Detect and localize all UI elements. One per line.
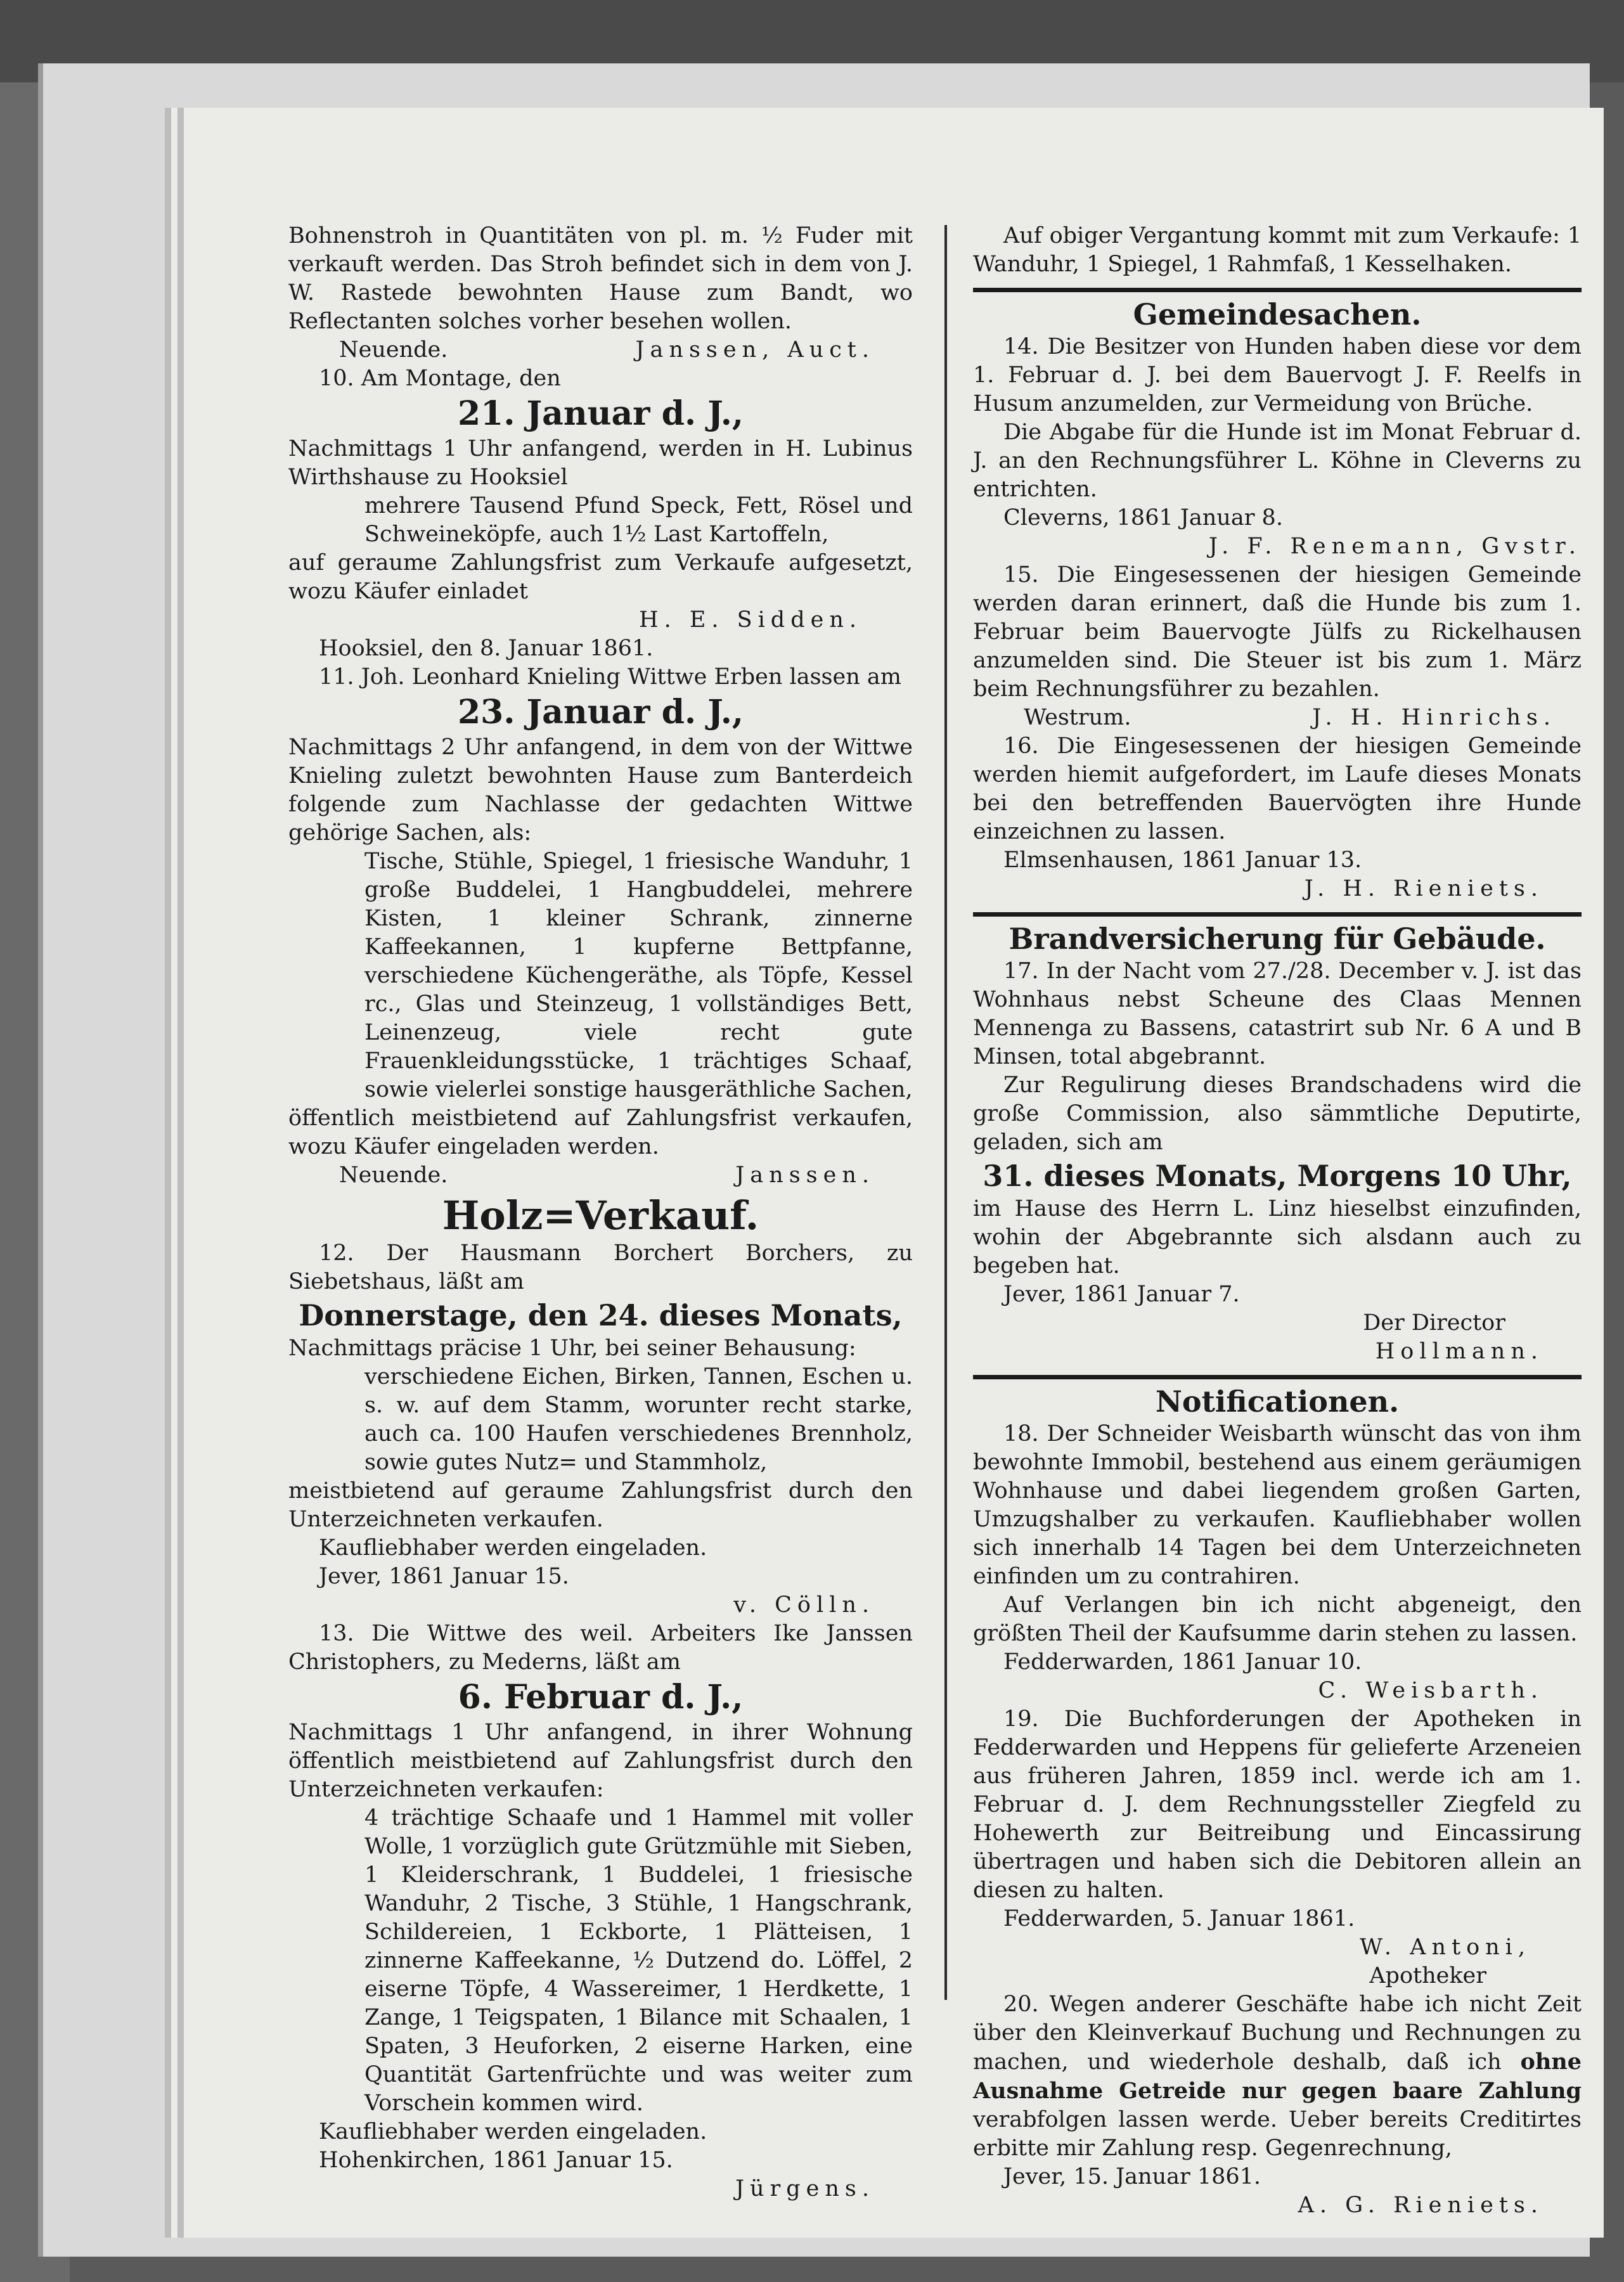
signature: J. H. Hinrichs.	[1312, 705, 1556, 730]
holz-verkauf-heading: Holz=Verkauf.	[442, 1192, 759, 1239]
notice-11-date: 23. Januar d. J.,	[457, 693, 744, 732]
notice-19-title: Apotheker	[1369, 1963, 1486, 1989]
notice-17-summons: Zur Regulirung dieses Brandschadens wird die große Commission, also sämmtliche Deputirte, geladen, sich am	[973, 1073, 1582, 1155]
notice-19: 19. Die Buchforderungen der Apotheken in Fedderwarden und Heppens für gelieferte Arzeneien aus früheren Jahren, 1859 incl. werde ich am 1. Februar d. J. dem Rechnungssteller Ziegfeld zu Hohewerth zur Beitreibung und Eincassirung übertragen und haben sich die Debitoren allein an diesen zu halten.	[973, 1706, 1582, 1903]
notice-9-tail: Bohnenstroh in Quantitäten von pl. m. ½ Fuder mit verkauft werden. Das Stroh befindet sich in dem von J. W. Rastede bewohnten Hause zum Bandt, wo Reflectanten solches vorher besehen wollen.	[288, 223, 913, 334]
notice-13-addendum: Auf obiger Vergantung kommt mit zum Verkaufe: 1 Wanduhr, 1 Spiegel, 1 Rahmfaß, 1 Kesselhaken.	[973, 223, 1582, 277]
notice-10-dateline: Hooksiel, den 8. Januar 1861.	[319, 636, 654, 661]
notice-12-date: Donnerstage, den 24. dieses Monats,	[299, 1298, 903, 1332]
notice-13-body: Nachmittags 1 Uhr anfangend, in ihrer Wohnung öffentlich meistbietend auf Zahlungsfrist durch den Unterzeichneten verkaufen:	[288, 1720, 913, 1802]
right-column	[973, 222, 1582, 2220]
notice-12-intro: 12. Der Hausmann Borchert Borchers, zu Siebetshaus, läßt am	[288, 1241, 913, 1294]
notice-20-text: 20. Wegen anderer Geschäfte habe ich nicht Zeit über den Kleinverkauf Buchung und Rechnungen zu machen, und wiederhole deshalb, daß ich	[973, 1992, 1582, 2075]
notice-13-signature: Jürgens.	[735, 2176, 875, 2201]
notice-16-signature: J. H. Rieniets.	[1304, 876, 1543, 901]
notice-15-footer	[973, 704, 1582, 732]
notice-11-items: Tische, Stühle, Spiegel, 1 friesische Wanduhr, 1 große Buddelei, 1 Hangbuddelei, mehrere Kisten, 1 kleiner Schrank, zinnerne Kaffeekannen, 1 kupferne Bettpfanne, verschiedene Küchengeräthe, als Töpfe, Kessel rc., Glas und Steinzeug, 1 vollständiges Bett, Leinenzeug, viele recht gute Frauenkleidungsstücke, 1 trächtiges Schaaf, sowie vielerlei sonstige hausgeräthliche Sachen,	[364, 849, 913, 1102]
notice-13-dateline: Hohenkirchen, 1861 Januar 15.	[319, 2148, 673, 2173]
notificationen-heading: Notificationen.	[973, 1375, 1582, 1420]
notice-18: 18. Der Schneider Weisbarth wünscht das von ihm bewohnte Immobil, bestehend aus einem geräumigen Wohnhause und dabei liegendem großen Garten, Umzugshalber zu verkaufen. Kaufliebhaber wollen sich innerhalb 14 Tagen bei dem Unterzeichneten einfinden um zu contrahiren.	[973, 1421, 1582, 1589]
notice-10-intro: 10. Am Montage, den	[319, 366, 561, 391]
notice-14: 14. Die Besitzer von Hunden haben diese vor dem 1. Februar d. J. bei dem Bauervogt J. F. Reelfs in Husum anzumelden, zur Vermeidung von Brüche.	[973, 334, 1582, 416]
notice-10-body: Nachmittags 1 Uhr anfangend, werden in H. Lubinus Wirthshause zu Hooksiel	[288, 436, 913, 490]
notice-17-place: im Hause des Herrn L. Linz hieselbst einzufinden, wohin der Abgebrannte sich alsdann auch zu begeben hat.	[973, 1196, 1582, 1279]
notice-12-body: Nachmittags präcise 1 Uhr, bei seiner Behausung:	[288, 1336, 856, 1361]
brandversicherung-heading: Brandversicherung für Gebäude.	[973, 912, 1582, 957]
place: Westrum.	[1024, 705, 1131, 730]
notice-11-end: öffentlich meistbietend auf Zahlungsfrist verkaufen, wozu Käufer eingeladen werden.	[288, 1106, 913, 1159]
notice-17: 17. In der Nacht vom 27./28. December v. J. ist das Wohnhaus nebst Scheune des Claas Mennen Mennenga zu Bassens, catastrirt sub Nr. 6 A und B Minsen, total abgebrannt.	[973, 958, 1582, 1069]
notice-10-signature: H. E. Sidden.	[639, 607, 862, 633]
notice-15: 15. Die Eingesessenen der hiesigen Gemeinde werden daran erinnert, daß die Hunde bis zum 1. Februar beim Bauervogte Jülfs zu Rickelhausen anzumelden sind. Die Steuer ist bis zum 1. März beim Rechnungsführer zu bezahlen.	[973, 562, 1582, 702]
column-divider	[944, 225, 947, 2000]
notice-13-invite: Kaufliebhaber werden eingeladen.	[319, 2119, 707, 2144]
notice-10-end: auf geraume Zahlungsfrist zum Verkaufe aufgesetzt, wozu Käufer einladet	[288, 550, 913, 604]
place: Neuende.	[339, 337, 448, 363]
notice-19-signature: W. Antoni,	[1360, 1935, 1531, 1960]
gemeindesachen-heading: Gemeindesachen.	[973, 288, 1582, 333]
notice-17-dateline: Jever, 1861 Januar 7.	[1003, 1282, 1240, 1307]
notice-14-dateline: Cleverns, 1861 Januar 8.	[1003, 505, 1283, 531]
notice-10-date: 21. Januar d. J.,	[457, 394, 744, 433]
notice-20-dateline: Jever, 15. Januar 1861.	[1003, 2164, 1261, 2189]
notice-12-signature: v. Cölln.	[733, 1592, 875, 1618]
notice-20-emphasis: ohne Ausnahme Getreide nur gegen baare Zahlung	[973, 2049, 1582, 2104]
notice-12-invite: Kaufliebhaber werden eingeladen.	[319, 1535, 707, 1561]
notice-18-terms: Auf Verlangen bin ich nicht abgeneigt, den größten Theil der Kaufsumme darin stehen zu lassen.	[973, 1592, 1582, 1646]
notice-16-dateline: Elmsenhausen, 1861 Januar 13.	[1003, 848, 1362, 873]
notice-17-signature: Hollmann.	[1375, 1339, 1543, 1364]
notice-13-intro: 13. Die Wittwe des weil. Arbeiters Ike Janssen Christophers, zu Mederns, läßt am	[288, 1621, 913, 1675]
notice-18-dateline: Fedderwarden, 1861 Januar 10.	[1003, 1649, 1362, 1675]
signature: Janssen.	[735, 1163, 875, 1188]
notice-11-intro: 11. Joh. Leonhard Knieling Wittwe Erben lassen am	[319, 664, 901, 690]
notice-11-body: Nachmittags 2 Uhr anfangend, in dem von der Wittwe Knieling zuletzt bewohnten Hause zum Banterdeich folgende zum Nachlasse der gedachten Wittwe gehörige Sachen, als:	[288, 735, 913, 846]
notice-12-items: verschiedene Eichen, Birken, Tannen, Eschen u. s. w. auf dem Stamm, worunter recht starke, auch ca. 100 Haufen verschiedenes Brennholz, sowie gutes Nutz= und Stammholz,	[364, 1364, 913, 1475]
notice-19-dateline: Fedderwarden, 5. Januar 1861.	[1003, 1906, 1355, 1931]
notice-11-footer	[288, 1161, 913, 1190]
notice-10-items: mehrere Tausend Pfund Speck, Fett, Rösel und Schweineköpfe, auch 1½ Last Kartoffeln,	[364, 493, 913, 547]
notice-14-fee: Die Abgabe für die Hunde ist im Monat Februar d. J. an den Rechnungsführer L. Köhne in Cleverns zu entrichten.	[973, 420, 1582, 502]
notice-14-signature: J. F. Renemann, Gvstr.	[1208, 534, 1582, 559]
signature: Janssen, Auct.	[635, 337, 875, 363]
notice-20-signature: A. G. Rieniets.	[1298, 2193, 1543, 2218]
notice-17-date: 31. dieses Monats, Morgens 10 Uhr,	[983, 1159, 1572, 1193]
notice-16: 16. Die Eingesessenen der hiesigen Gemeinde werden hiemit aufgefordert, im Laufe dieses Monats bei den betreffenden Bauervögten ihre Hunde einzeichnen zu lassen.	[973, 733, 1582, 844]
notice-17-title: Der Director	[1363, 1310, 1505, 1336]
notice-20-text-end: verabfolgen lassen werde. Ueber bereits Creditirtes erbitte mir Zahlung resp. Gegenrechnung,	[973, 2107, 1582, 2161]
place: Neuende.	[339, 1163, 448, 1188]
notice-13-date: 6. Februar d. J.,	[458, 1678, 744, 1717]
notice-12-end: meistbietend auf geraume Zahlungsfrist durch den Unterzeichneten verkaufen.	[288, 1478, 913, 1532]
notice-13-items: 4 trächtige Schaafe und 1 Hammel mit voller Wolle, 1 vorzüglich gute Grützmühle mit Sieben, 1 Kleiderschrank, 1 Buddelei, 1 friesische Wanduhr, 2 Tische, 3 Stühle, 1 Hangschrank, Schildereien, 1 Eckborte, 1 Plätteisen, 1 zinnerne Kaffeekanne, ½ Dutzend do. Löffel, 2 eiserne Töpfe, 4 Wassereimer, 1 Herdkette, 1 Zange, 1 Teigspaten, 1 Bilance mit Schaalen, 1 Spaten, 3 Heuforken, 2 eiserne Harken, eine Quantität Gartenfrüchte und was weiter zum Vorschein kommen wird.	[364, 1805, 913, 2116]
notice-18-signature: C. Weisbarth.	[1318, 1678, 1543, 1703]
left-column	[288, 222, 913, 2203]
notice-12-dateline: Jever, 1861 Januar 15.	[319, 1564, 569, 1589]
notice-20	[973, 1990, 1582, 2163]
notice-9-footer	[288, 336, 913, 364]
